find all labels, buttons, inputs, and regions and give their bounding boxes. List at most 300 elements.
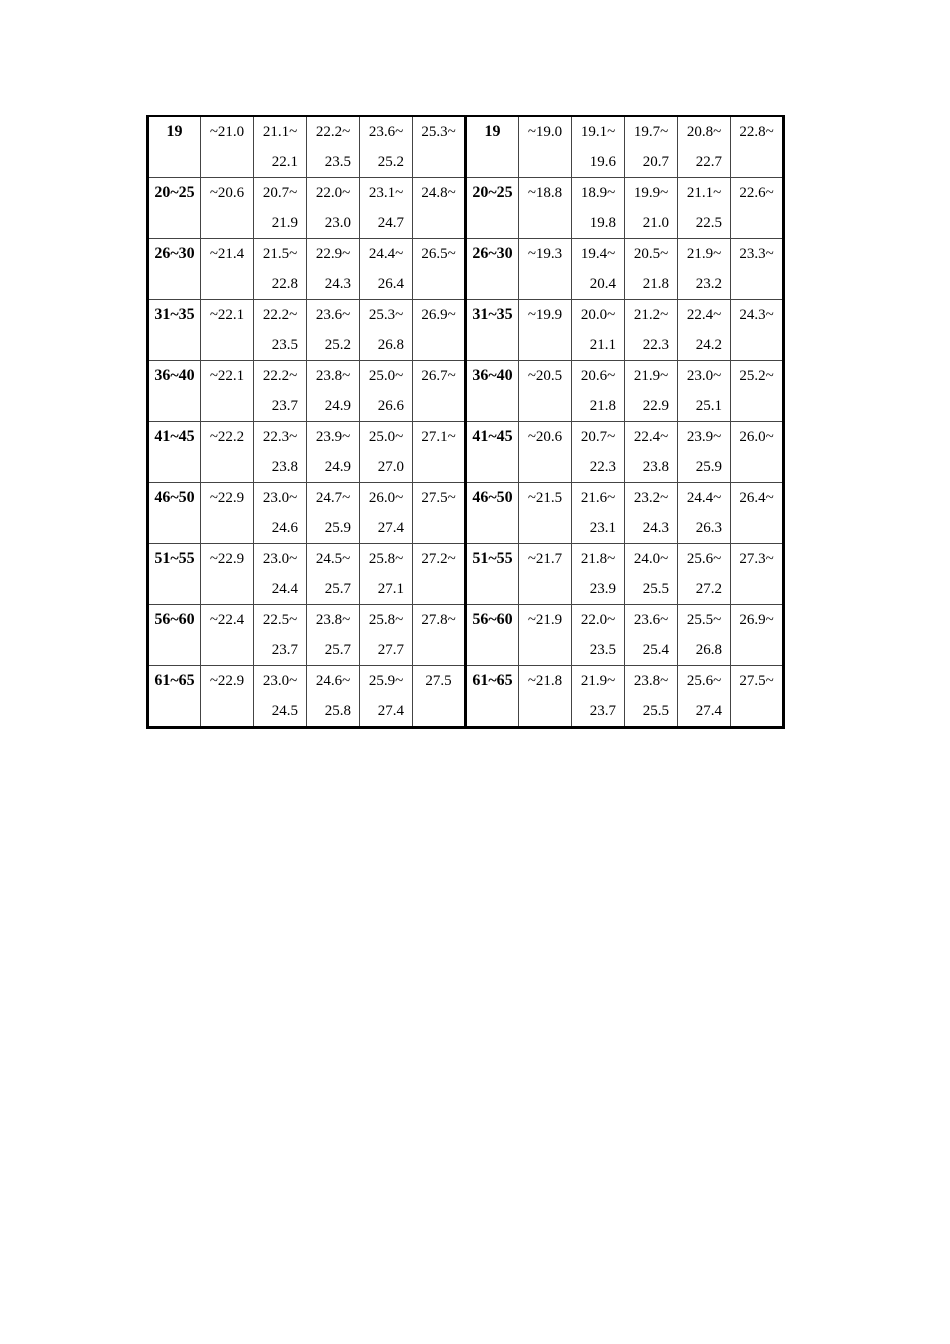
right-age-group-cell [466, 483, 519, 544]
range-start: 23.6~ [633, 612, 669, 628]
range-end: 24.6 [271, 520, 298, 536]
range-end: 25.4 [642, 642, 669, 658]
right-range-cell-c4 [678, 300, 731, 361]
right-range-cell-c3 [625, 666, 678, 728]
left-range-cell-c3 [307, 239, 360, 300]
age-group-label: 20~25 [154, 184, 195, 201]
range-value: ~21.8 [527, 673, 563, 689]
range-start: 21.9~ [633, 368, 669, 384]
range-start: 25.9~ [368, 673, 404, 689]
range-start: 24.7~ [315, 490, 351, 506]
range-value: 26.4~ [739, 490, 774, 506]
range-start: 18.9~ [580, 185, 616, 201]
range-value: 27.5~ [739, 673, 774, 689]
range-end: 21.0 [642, 215, 669, 231]
right-range-cell-c1 [519, 483, 572, 544]
left-range-cell-c3 [307, 178, 360, 239]
right-range-cell-c5 [731, 300, 784, 361]
left-range-cell-c3 [307, 300, 360, 361]
right-range-cell-c1 [519, 300, 572, 361]
range-start: 21.2~ [633, 307, 669, 323]
range-start: 19.9~ [633, 185, 669, 201]
right-age-group-cell [466, 605, 519, 666]
age-group-label: 56~60 [472, 611, 513, 628]
range-end: 20.7 [642, 154, 669, 170]
range-end: 23.9 [589, 581, 616, 597]
range-start: 22.2~ [315, 124, 351, 140]
left-range-cell-c1 [201, 666, 254, 728]
left-range-cell-c4 [360, 361, 413, 422]
range-end: 23.8 [271, 459, 298, 475]
range-end: 24.3 [324, 276, 351, 292]
range-start: 25.5~ [686, 612, 722, 628]
age-group-label: 46~50 [154, 489, 195, 506]
range-end: 24.5 [271, 703, 298, 719]
range-end: 22.8 [271, 276, 298, 292]
range-start: 23.8~ [633, 673, 669, 689]
range-end: 26.4 [377, 276, 404, 292]
bmi-table-body [148, 116, 784, 728]
right-range-cell-c2 [572, 666, 625, 728]
left-range-cell-c3 [307, 666, 360, 728]
range-end: 27.1 [377, 581, 404, 597]
range-start: 23.0~ [262, 673, 298, 689]
age-group-label: 61~65 [472, 672, 513, 689]
right-range-cell-c1 [519, 116, 572, 178]
range-start: 21.1~ [262, 124, 298, 140]
left-range-cell-c5 [413, 178, 466, 239]
range-value: ~20.6 [209, 185, 245, 201]
right-range-cell-c2 [572, 300, 625, 361]
right-range-cell-c4 [678, 361, 731, 422]
range-start: 21.5~ [262, 246, 298, 262]
range-end: 27.7 [377, 642, 404, 658]
range-value: 27.2~ [421, 551, 456, 567]
right-range-cell-c4 [678, 178, 731, 239]
left-range-cell-c4 [360, 239, 413, 300]
left-range-cell-c4 [360, 178, 413, 239]
range-value: ~20.6 [527, 429, 563, 445]
range-value: ~21.5 [527, 490, 563, 506]
range-start: 23.8~ [315, 368, 351, 384]
left-age-group-cell [148, 300, 201, 361]
left-range-cell-c4 [360, 666, 413, 728]
table-row [148, 116, 784, 178]
left-range-cell-c2 [254, 300, 307, 361]
range-end: 25.2 [324, 337, 351, 353]
right-range-cell-c5 [731, 116, 784, 178]
range-value: ~22.2 [209, 429, 245, 445]
range-end: 25.9 [324, 520, 351, 536]
range-start: 25.0~ [368, 429, 404, 445]
range-end: 24.9 [324, 459, 351, 475]
range-end: 21.8 [642, 276, 669, 292]
range-start: 26.0~ [368, 490, 404, 506]
table-row [148, 178, 784, 239]
left-range-cell-c1 [201, 483, 254, 544]
left-range-cell-c1 [201, 422, 254, 483]
range-value: ~19.9 [527, 307, 563, 323]
range-end: 23.8 [642, 459, 669, 475]
range-start: 22.9~ [315, 246, 351, 262]
left-range-cell-c1 [201, 116, 254, 178]
range-end: 25.1 [695, 398, 722, 414]
right-age-group-cell [466, 300, 519, 361]
range-end: 24.3 [642, 520, 669, 536]
range-start: 25.6~ [686, 673, 722, 689]
range-value: 25.2~ [739, 368, 774, 384]
range-start: 24.0~ [633, 551, 669, 567]
bmi-range-table [146, 115, 785, 729]
range-start: 20.7~ [262, 185, 298, 201]
range-value: ~21.0 [209, 124, 245, 140]
range-end: 27.4 [377, 520, 404, 536]
right-range-cell-c1 [519, 605, 572, 666]
right-range-cell-c4 [678, 483, 731, 544]
right-range-cell-c3 [625, 361, 678, 422]
right-age-group-cell [466, 544, 519, 605]
left-age-group-cell [148, 544, 201, 605]
range-value: 27.8~ [421, 612, 456, 628]
right-range-cell-c1 [519, 361, 572, 422]
range-value: 26.0~ [739, 429, 774, 445]
range-value: 27.1~ [421, 429, 456, 445]
right-range-cell-c2 [572, 544, 625, 605]
table-row [148, 361, 784, 422]
range-start: 25.0~ [368, 368, 404, 384]
range-value: 23.3~ [739, 246, 774, 262]
left-range-cell-c5 [413, 605, 466, 666]
left-range-cell-c5 [413, 116, 466, 178]
range-start: 22.4~ [686, 307, 722, 323]
age-group-label: 26~30 [154, 245, 195, 262]
range-start: 19.1~ [580, 124, 616, 140]
right-range-cell-c2 [572, 483, 625, 544]
range-value: 22.8~ [739, 124, 774, 140]
range-start: 23.1~ [368, 185, 404, 201]
left-range-cell-c2 [254, 422, 307, 483]
range-end: 23.7 [589, 703, 616, 719]
right-range-cell-c3 [625, 116, 678, 178]
left-range-cell-c5 [413, 300, 466, 361]
age-group-label: 31~35 [472, 306, 513, 323]
range-start: 22.2~ [262, 307, 298, 323]
table-row [148, 483, 784, 544]
range-value: 27.3~ [739, 551, 774, 567]
range-end: 27.0 [377, 459, 404, 475]
age-group-label: 31~35 [154, 306, 195, 323]
left-age-group-cell [148, 605, 201, 666]
left-range-cell-c5 [413, 239, 466, 300]
right-age-group-cell [466, 178, 519, 239]
right-range-cell-c1 [519, 422, 572, 483]
range-value: ~20.5 [527, 368, 563, 384]
range-value: ~22.9 [209, 551, 245, 567]
right-age-group-cell [466, 422, 519, 483]
left-range-cell-c3 [307, 422, 360, 483]
left-range-cell-c5 [413, 422, 466, 483]
right-range-cell-c4 [678, 239, 731, 300]
left-range-cell-c2 [254, 605, 307, 666]
range-start: 22.2~ [262, 368, 298, 384]
range-start: 23.9~ [686, 429, 722, 445]
left-range-cell-c1 [201, 239, 254, 300]
left-range-cell-c5 [413, 544, 466, 605]
age-group-label: 56~60 [154, 611, 195, 628]
range-end: 23.1 [589, 520, 616, 536]
age-group-label: 61~65 [154, 672, 195, 689]
left-range-cell-c5 [413, 483, 466, 544]
left-range-cell-c3 [307, 483, 360, 544]
left-range-cell-c1 [201, 544, 254, 605]
range-end: 21.8 [589, 398, 616, 414]
right-range-cell-c5 [731, 178, 784, 239]
range-end: 25.2 [377, 154, 404, 170]
range-start: 24.6~ [315, 673, 351, 689]
right-range-cell-c5 [731, 605, 784, 666]
range-start: 23.0~ [686, 368, 722, 384]
left-age-group-cell [148, 483, 201, 544]
right-range-cell-c3 [625, 300, 678, 361]
left-age-group-cell [148, 178, 201, 239]
range-value: ~21.7 [527, 551, 563, 567]
range-start: 22.4~ [633, 429, 669, 445]
right-range-cell-c2 [572, 361, 625, 422]
range-end: 27.2 [695, 581, 722, 597]
right-range-cell-c5 [731, 239, 784, 300]
range-start: 23.6~ [315, 307, 351, 323]
range-end: 27.4 [377, 703, 404, 719]
range-start: 25.6~ [686, 551, 722, 567]
left-range-cell-c2 [254, 483, 307, 544]
left-range-cell-c5 [413, 361, 466, 422]
age-group-label: 36~40 [472, 367, 513, 384]
right-age-group-cell [466, 116, 519, 178]
right-range-cell-c2 [572, 116, 625, 178]
age-group-label: 19 [484, 123, 501, 140]
range-end: 26.3 [695, 520, 722, 536]
left-range-cell-c3 [307, 116, 360, 178]
left-range-cell-c4 [360, 483, 413, 544]
range-start: 23.6~ [368, 124, 404, 140]
range-value: 24.3~ [739, 307, 774, 323]
left-range-cell-c3 [307, 605, 360, 666]
right-range-cell-c4 [678, 666, 731, 728]
left-range-cell-c1 [201, 361, 254, 422]
range-start: 22.5~ [262, 612, 298, 628]
range-start: 21.1~ [686, 185, 722, 201]
left-range-cell-c2 [254, 544, 307, 605]
left-age-group-cell [148, 361, 201, 422]
range-end: 25.9 [695, 459, 722, 475]
range-start: 20.6~ [580, 368, 616, 384]
range-end: 26.6 [377, 398, 404, 414]
range-end: 24.2 [695, 337, 722, 353]
range-end: 22.7 [695, 154, 722, 170]
table-row [148, 605, 784, 666]
left-range-cell-c1 [201, 178, 254, 239]
range-start: 21.6~ [580, 490, 616, 506]
table-row [148, 300, 784, 361]
range-value: 26.5~ [421, 246, 456, 262]
right-range-cell-c1 [519, 239, 572, 300]
table-row [148, 422, 784, 483]
range-end: 22.5 [695, 215, 722, 231]
age-group-label: 41~45 [154, 428, 195, 445]
right-range-cell-c5 [731, 422, 784, 483]
left-range-cell-c2 [254, 361, 307, 422]
range-end: 23.5 [271, 337, 298, 353]
range-end: 22.3 [642, 337, 669, 353]
table-row [148, 239, 784, 300]
left-range-cell-c1 [201, 300, 254, 361]
age-group-label: 41~45 [472, 428, 513, 445]
left-range-cell-c4 [360, 605, 413, 666]
range-start: 22.0~ [315, 185, 351, 201]
range-end: 23.0 [324, 215, 351, 231]
range-start: 20.8~ [686, 124, 722, 140]
left-range-cell-c4 [360, 544, 413, 605]
range-start: 21.9~ [580, 673, 616, 689]
left-age-group-cell [148, 116, 201, 178]
range-start: 20.0~ [580, 307, 616, 323]
age-group-label: 46~50 [472, 489, 513, 506]
range-start: 23.0~ [262, 551, 298, 567]
range-end: 23.7 [271, 642, 298, 658]
left-range-cell-c4 [360, 300, 413, 361]
age-group-label: 51~55 [154, 550, 195, 567]
range-start: 23.8~ [315, 612, 351, 628]
range-value: ~22.4 [209, 612, 245, 628]
range-end: 25.8 [324, 703, 351, 719]
range-end: 23.2 [695, 276, 722, 292]
left-range-cell-c2 [254, 178, 307, 239]
right-range-cell-c4 [678, 605, 731, 666]
table-row [148, 666, 784, 728]
range-value: ~19.3 [527, 246, 563, 262]
range-end: 22.9 [642, 398, 669, 414]
right-range-cell-c5 [731, 361, 784, 422]
range-value: ~22.9 [209, 490, 245, 506]
right-range-cell-c5 [731, 544, 784, 605]
range-end: 23.5 [324, 154, 351, 170]
range-value: 26.9~ [739, 612, 774, 628]
range-end: 23.7 [271, 398, 298, 414]
range-start: 25.3~ [368, 307, 404, 323]
range-end: 25.5 [642, 581, 669, 597]
range-start: 21.9~ [686, 246, 722, 262]
range-end: 25.7 [324, 581, 351, 597]
right-range-cell-c4 [678, 422, 731, 483]
range-end: 19.6 [589, 154, 616, 170]
right-range-cell-c1 [519, 544, 572, 605]
range-end: 22.3 [589, 459, 616, 475]
range-value: 22.6~ [739, 185, 774, 201]
range-end: 24.9 [324, 398, 351, 414]
range-start: 23.2~ [633, 490, 669, 506]
range-start: 19.7~ [633, 124, 669, 140]
range-start: 24.5~ [315, 551, 351, 567]
right-range-cell-c3 [625, 605, 678, 666]
range-end: 23.5 [589, 642, 616, 658]
right-range-cell-c5 [731, 483, 784, 544]
age-group-label: 19 [166, 123, 183, 140]
left-age-group-cell [148, 666, 201, 728]
range-value: ~22.1 [209, 368, 245, 384]
range-end: 24.7 [377, 215, 404, 231]
age-group-label: 26~30 [472, 245, 513, 262]
left-range-cell-c2 [254, 666, 307, 728]
right-range-cell-c4 [678, 116, 731, 178]
range-end: 27.4 [695, 703, 722, 719]
right-range-cell-c3 [625, 178, 678, 239]
right-range-cell-c3 [625, 422, 678, 483]
left-range-cell-c2 [254, 239, 307, 300]
range-start: 25.8~ [368, 612, 404, 628]
left-range-cell-c5 [413, 666, 466, 728]
right-range-cell-c3 [625, 483, 678, 544]
range-start: 20.5~ [633, 246, 669, 262]
right-range-cell-c5 [731, 666, 784, 728]
left-range-cell-c3 [307, 361, 360, 422]
range-start: 24.4~ [368, 246, 404, 262]
range-value: 27.5~ [421, 490, 456, 506]
left-age-group-cell [148, 422, 201, 483]
range-end: 24.4 [271, 581, 298, 597]
range-end: 22.1 [271, 154, 298, 170]
range-end: 25.5 [642, 703, 669, 719]
range-value: ~18.8 [527, 185, 563, 201]
range-value: ~22.9 [209, 673, 245, 689]
range-end: 25.7 [324, 642, 351, 658]
right-age-group-cell [466, 239, 519, 300]
range-value: ~22.1 [209, 307, 245, 323]
range-start: 23.0~ [262, 490, 298, 506]
left-range-cell-c3 [307, 544, 360, 605]
left-range-cell-c2 [254, 116, 307, 178]
right-range-cell-c3 [625, 544, 678, 605]
range-start: 20.7~ [580, 429, 616, 445]
age-group-label: 51~55 [472, 550, 513, 567]
right-age-group-cell [466, 361, 519, 422]
range-value: 27.5 [425, 673, 452, 689]
range-start: 22.3~ [262, 429, 298, 445]
range-start: 22.0~ [580, 612, 616, 628]
left-range-cell-c4 [360, 116, 413, 178]
range-start: 24.4~ [686, 490, 722, 506]
right-age-group-cell [466, 666, 519, 728]
range-value: 26.9~ [421, 307, 456, 323]
range-start: 23.9~ [315, 429, 351, 445]
right-range-cell-c2 [572, 239, 625, 300]
right-range-cell-c2 [572, 605, 625, 666]
left-range-cell-c1 [201, 605, 254, 666]
range-end: 21.9 [271, 215, 298, 231]
range-start: 25.8~ [368, 551, 404, 567]
range-value: ~21.4 [209, 246, 245, 262]
range-value: 24.8~ [421, 185, 456, 201]
range-value: 26.7~ [421, 368, 456, 384]
right-range-cell-c1 [519, 178, 572, 239]
range-end: 19.8 [589, 215, 616, 231]
left-age-group-cell [148, 239, 201, 300]
right-range-cell-c1 [519, 666, 572, 728]
right-range-cell-c2 [572, 178, 625, 239]
right-range-cell-c2 [572, 422, 625, 483]
left-range-cell-c4 [360, 422, 413, 483]
right-range-cell-c4 [678, 544, 731, 605]
range-end: 21.1 [589, 337, 616, 353]
